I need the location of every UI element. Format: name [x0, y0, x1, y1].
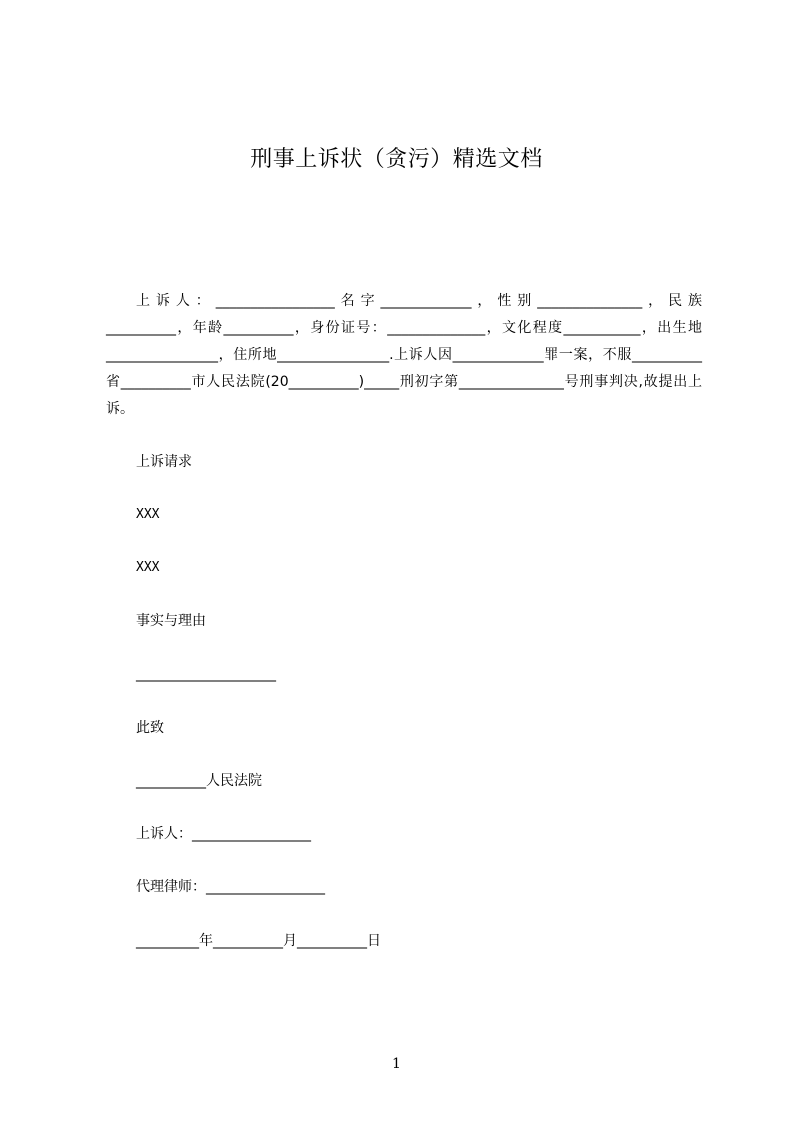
facts-heading: 事实与理由 [136, 613, 206, 629]
appellant-signature: 上诉人：_________________ [136, 826, 311, 842]
request-item-1: XXX [136, 507, 160, 522]
intro-paragraph: 上诉人：_________________名字_____________，性别_______________，民族__________，年龄__________，身份证号：______________，文化程度___________，出生地________________，住所地________________.上诉人因_____________罪一案，不服__________省__________市人民法院(20__________)_____刑初字第_______________号刑事判决,故提出上诉。 [106, 293, 702, 417]
facts-blank-line: ____________________ [136, 666, 276, 682]
court-line: __________人民法院 [136, 773, 262, 789]
lawyer-signature: 代理律师：_________________ [136, 879, 325, 895]
closing-salutation: 此致 [136, 720, 164, 736]
document-title: 刑事上诉状（贪污）精选文档 [250, 147, 543, 172]
appeal-request-heading: 上诉请求 [136, 454, 192, 470]
request-item-2: XXX [136, 560, 160, 575]
page-number: 1 [392, 1056, 401, 1072]
date-line: _________年__________月__________日 [136, 933, 381, 949]
